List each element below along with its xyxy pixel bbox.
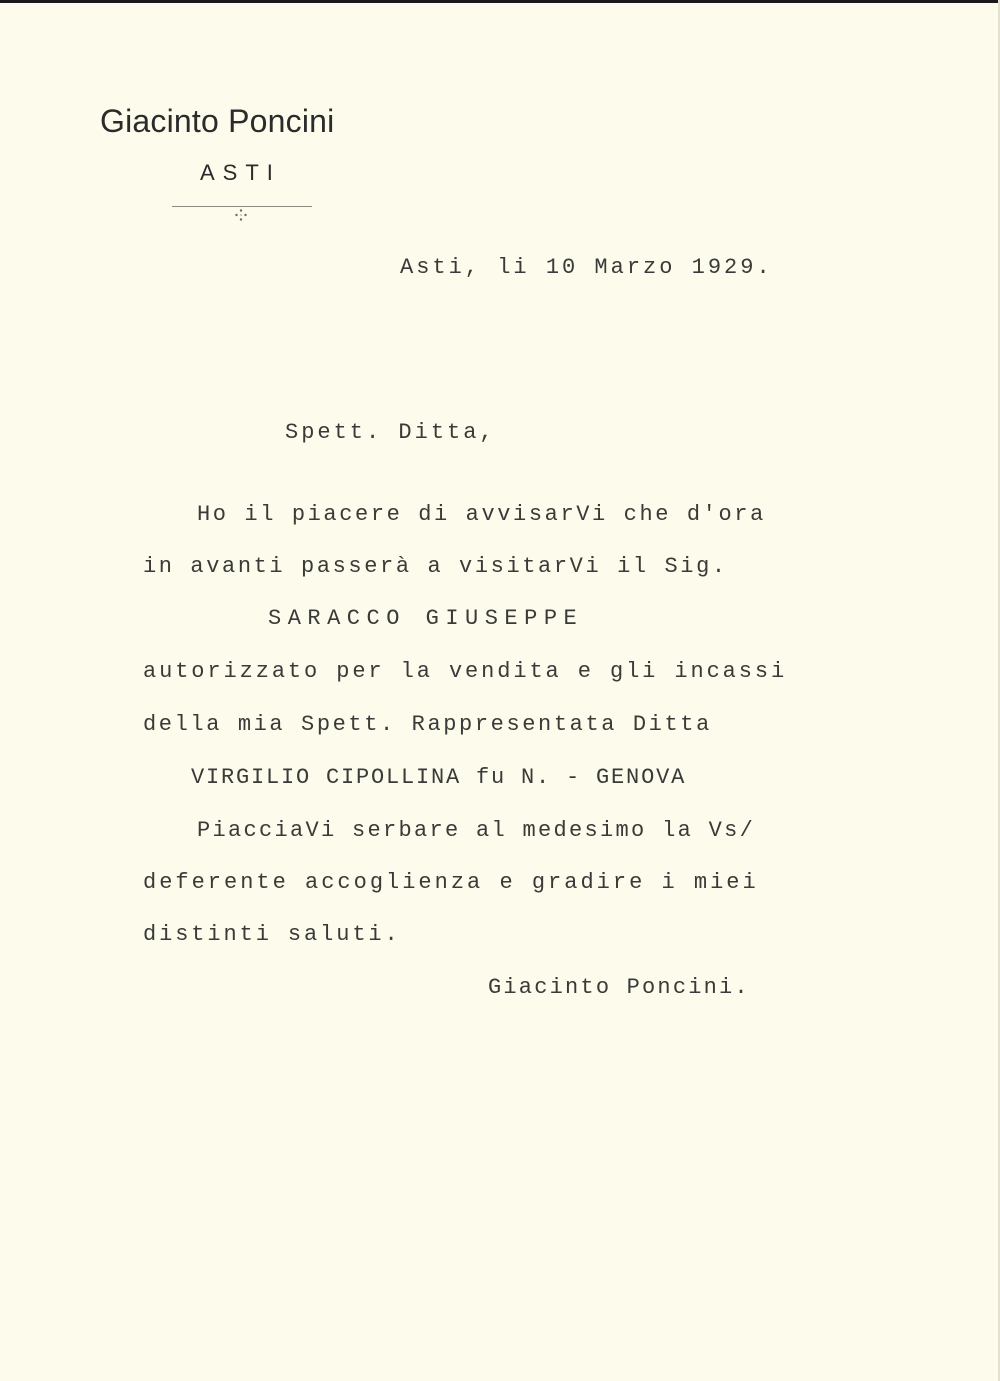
letter-signature: Giacinto Poncini.: [488, 975, 750, 1000]
letterhead-name: Giacinto Poncini: [100, 103, 335, 139]
body-line: in avanti passerà a visitarVi il Sig.: [143, 554, 728, 579]
body-line: Ho il piacere di avvisarVi che d'ora: [197, 502, 766, 527]
letterhead-city: ASTI: [200, 160, 281, 185]
body-line: deferente accoglienza e gradire i miei: [143, 870, 759, 895]
letter-salutation: Spett. Ditta,: [285, 420, 496, 445]
body-line: della mia Spett. Rappresentata Ditta: [143, 712, 712, 737]
body-line: PiacciaVi serbare al medesimo la Vs/: [197, 818, 756, 843]
body-line-company: VIRGILIO CIPOLLINA fu N. - GENOVA: [191, 765, 687, 790]
ornament-icon: [234, 208, 248, 222]
body-line-agent-name: SARACCO GIUSEPPE: [268, 606, 584, 631]
letterhead-divider: [172, 206, 312, 207]
body-line: autorizzato per la vendita e gli incassi: [143, 659, 788, 684]
letter-date: Asti, li 10 Marzo 1929.: [400, 255, 773, 280]
body-line: distinti saluti.: [143, 922, 401, 947]
page-top-edge: [0, 0, 1000, 3]
